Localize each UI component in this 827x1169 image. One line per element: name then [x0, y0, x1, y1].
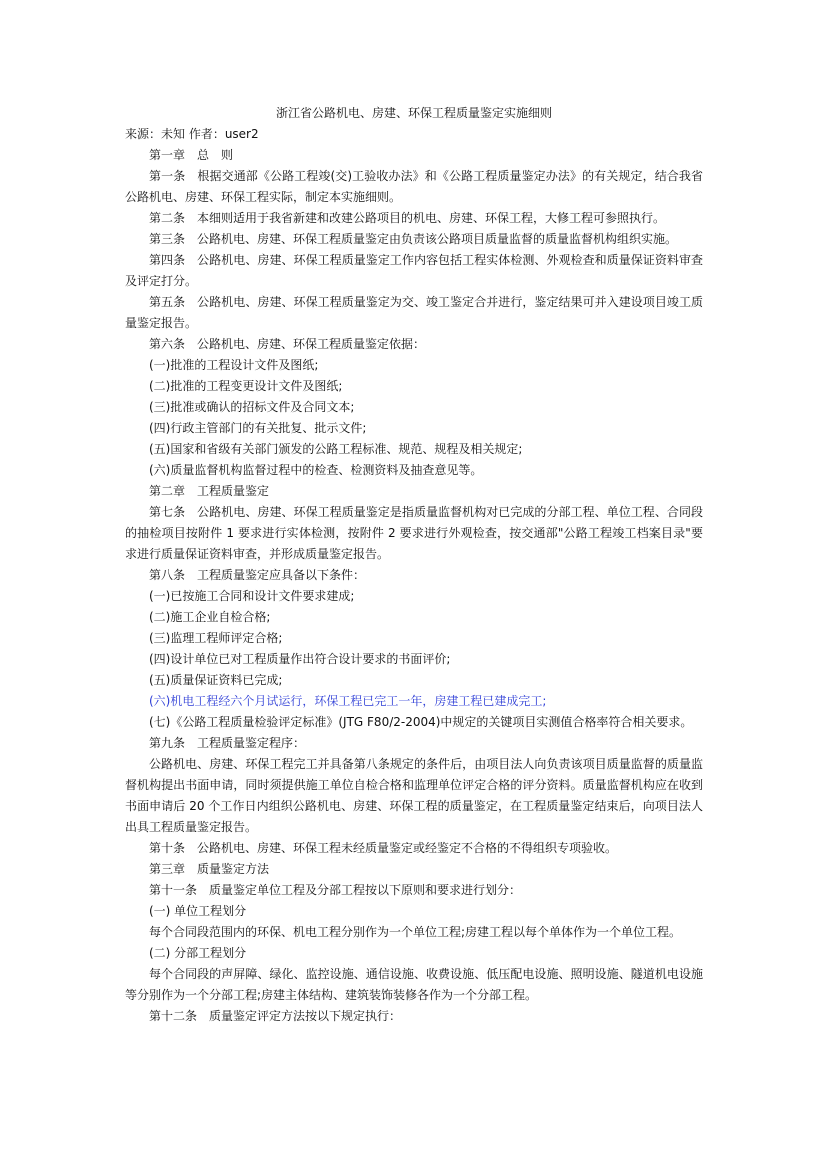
paragraph: 第九条 工程质量鉴定程序： [149, 736, 306, 750]
paragraph: (五)质量保证资料已完成; [149, 673, 283, 687]
paragraph: 第三条 公路机电、房建、环保工程质量鉴定由负责该公路项目质量监督的质量监督机构组织实施。 [149, 232, 678, 246]
paragraph: (五)国家和省级有关部门颁发的公路工程标准、规范、规程及相关规定; [149, 442, 523, 456]
paragraph: (一)批准的工程设计文件及图纸; [149, 358, 319, 372]
paragraph: 每个合同段的声屏障、绿化、监控设施、通信设施、收费设施、低压配电设施、照明设施、隧道机电设施等分别作为一个分部工程;房建主体结构、建筑装饰装修各作为一个分部工程。 [125, 967, 703, 1002]
paragraph: (一) 单位工程划分 [149, 904, 247, 918]
document-body [125, 103, 703, 1027]
paragraph: 第四条 公路机电、房建、环保工程质量鉴定工作内容包括工程实体检测、外观检查和质量保证资料审查及评定打分。 [125, 253, 703, 288]
paragraph: (四)设计单位已对工程质量作出符合设计要求的书面评价; [149, 652, 451, 666]
source-author-line: 来源：未知 作者：user2 [125, 127, 259, 141]
paragraph: (三)监理工程师评定合格; [149, 631, 283, 645]
paragraph: (六)机电工程经六个月试运行，环保工程已完工一年，房建工程已建成完工; [149, 694, 547, 708]
paragraph: (二)施工企业自检合格; [149, 610, 271, 624]
paragraph: (一)已按施工合同和设计文件要求建成; [149, 589, 355, 603]
paragraph: 第一条 根据交通部《公路工程竣(交)工验收办法》和《公路工程质量鉴定办法》的有关规定，结合我省公路机电、房建、环保工程实际，制定本实施细则。 [125, 169, 703, 204]
paragraph: 第五条 公路机电、房建、环保工程质量鉴定为交、竣工鉴定合并进行，鉴定结果可并入建设项目竣工质量鉴定报告。 [125, 295, 703, 330]
paragraph: 第一章 总 则 [149, 148, 234, 162]
document-title: 浙江省公路机电、房建、环保工程质量鉴定实施细则 [275, 106, 552, 120]
paragraph: 每个合同段范围内的环保、机电工程分别作为一个单位工程;房建工程以每个单体作为一个单位工程。 [149, 925, 682, 939]
paragraph: 第十条 公路机电、房建、环保工程未经质量鉴定或经鉴定不合格的不得组织专项验收。 [149, 841, 618, 855]
paragraph: 第二章 工程质量鉴定 [149, 484, 270, 498]
paragraph: 第十一条 质量鉴定单位工程及分部工程按以下原则和要求进行划分： [149, 883, 522, 897]
paragraph: 第七条 公路机电、房建、环保工程质量鉴定是指质量监督机构对已完成的分部工程、单位工程、合同段的抽检项目按附件 1 要求进行实体检测，按附件 2 要求进行外观检查，按交通部"公路工程竣工档案目录"要求进行质量保证资料审查，并形成质量鉴定报告。 [125, 505, 703, 561]
paragraph: 第十二条 质量鉴定评定方法按以下规定执行： [149, 1009, 402, 1023]
paragraph: (四)行政主管部门的有关批复、批示文件; [149, 421, 367, 435]
paragraph: 第二条 本细则适用于我省新建和改建公路项目的机电、房建、环保工程，大修工程可参照执行。 [149, 211, 666, 225]
paragraph: 第八条 工程质量鉴定应具备以下条件： [149, 568, 366, 582]
paragraph: 第六条 公路机电、房建、环保工程质量鉴定依据： [149, 337, 426, 351]
paragraph: (三)批准或确认的招标文件及合同文本; [149, 400, 355, 414]
paragraph: (二) 分部工程划分 [149, 946, 247, 960]
paragraph-list [125, 145, 703, 1027]
paragraph: (二)批准的工程变更设计文件及图纸; [149, 379, 343, 393]
paragraph: 公路机电、房建、环保工程完工并具备第八条规定的条件后，由项目法人向负责该项目质量监督的质量监督机构提出书面申请，同时须提供施工单位自检合格和监理单位评定合格的评分资料。质量监督机构应在收到书面申请后 20 个工作日内组织公路机电、房建、环保工程的质量鉴定，在工程质量鉴定结束后，向项目法人出具工程质量鉴定报告。 [125, 757, 703, 834]
paragraph: 第三章 质量鉴定方法 [149, 862, 270, 876]
paragraph: (七)《公路工程质量检验评定标准》(JTG F80/2-2004)中规定的关键项目实测值合格率符合相关要求。 [149, 715, 693, 729]
paragraph: (六)质量监督机构监督过程中的检查、检测资料及抽查意见等。 [149, 463, 483, 477]
